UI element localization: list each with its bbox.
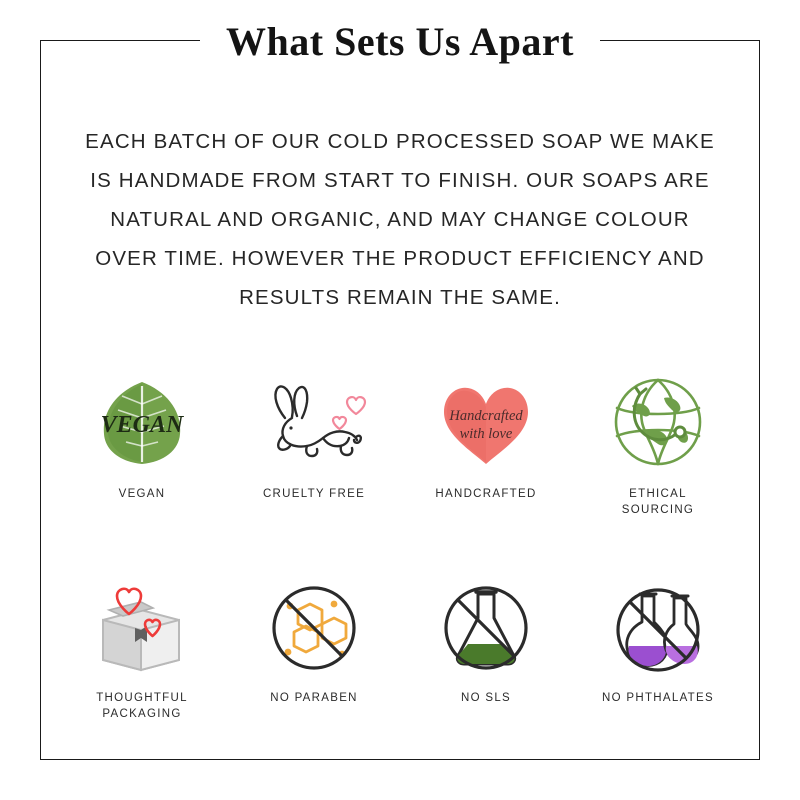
badge-ethical-sourcing (572, 372, 744, 518)
badge-label: NO PHTHALATES (602, 692, 714, 704)
badge-no-phthalates (572, 576, 744, 722)
badge-label: NO PARABEN (270, 692, 358, 704)
heart-overlay-line2: with love (459, 426, 513, 442)
heart-overlay-line1: Handcrafted (449, 408, 523, 424)
page-title (0, 16, 800, 68)
heart-handcrafted-icon (426, 372, 546, 472)
badge-label: HANDCRAFTED (435, 488, 537, 500)
box-hearts-icon (82, 576, 202, 676)
badge-thoughtful-packaging (56, 576, 228, 722)
no-paraben-icon (254, 576, 374, 676)
badge-label: NO SLS (461, 692, 511, 704)
badge-no-paraben (228, 576, 400, 722)
no-phthalates-icon (598, 576, 718, 676)
badge-label: THOUGHTFUL PACKAGING (96, 692, 188, 720)
badge-handcrafted (400, 372, 572, 518)
badge-cruelty-free (228, 372, 400, 518)
badge-vegan (56, 372, 228, 518)
leaf-overlay-text: VEGAN (100, 412, 184, 438)
globe-stethoscope-icon (598, 372, 718, 472)
badge-label: VEGAN (118, 488, 166, 500)
intro-paragraph: EACH BATCH OF OUR COLD PROCESSED SOAP WE MAKE IS HANDMADE FROM START TO FINISH. OUR SOAPS ARE NATURAL AND ORGANIC, AND MAY CHANGE COLOUR OVER TIME. HOWEVER THE PRODUCT EFFICIENCY AND RESULTS REMAIN THE SAME. (85, 130, 715, 309)
badge-label: ETHICAL SOURCING (621, 488, 695, 516)
no-sls-flask-icon (426, 576, 546, 676)
badge-label: CRUELTY FREE (262, 488, 366, 500)
bunny-hearts-icon (254, 372, 374, 472)
badge-no-sls (400, 576, 572, 722)
badge-grid (56, 372, 744, 722)
page-title-text: What Sets Us Apart (200, 16, 600, 68)
leaf-vegan-icon (82, 372, 202, 472)
